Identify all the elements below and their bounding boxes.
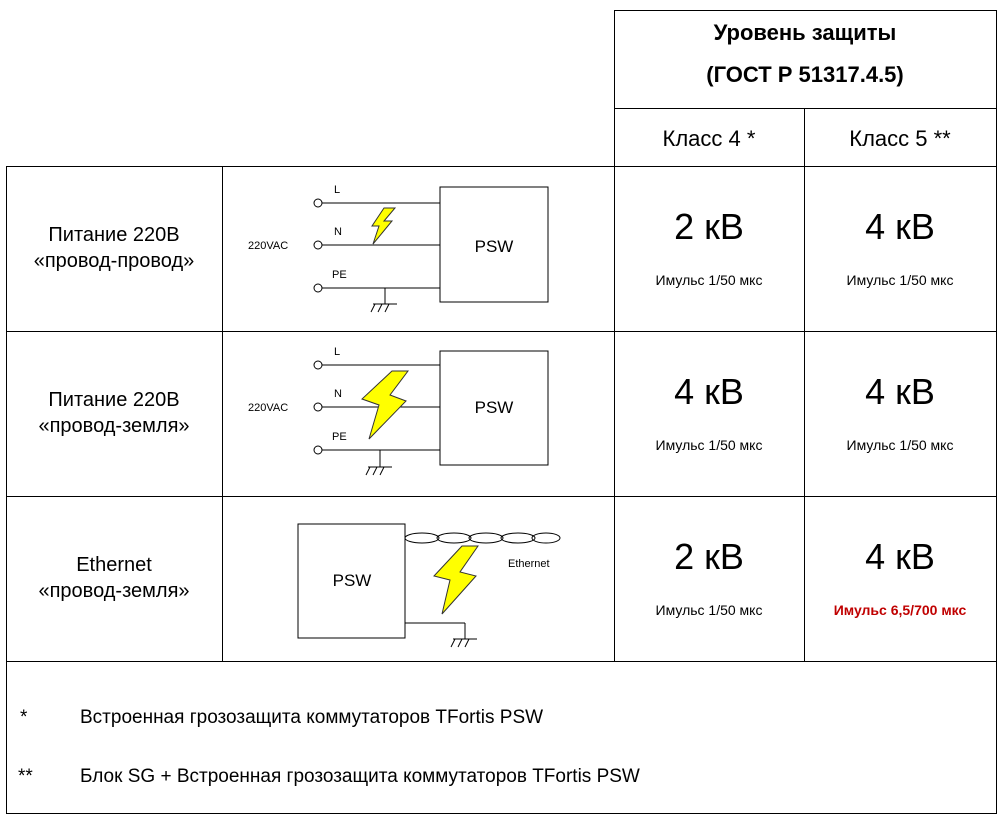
wire-n-label: N (334, 226, 342, 238)
class4-header: Класс 4 * (662, 126, 756, 151)
voltage-label: 220VAC (248, 240, 289, 252)
footnote-text: Блок SG + Встроенная грозозащита коммутаторов TFortis PSW (80, 766, 640, 787)
psw-device-label: PSW (474, 237, 514, 256)
wire-pe-label: PE (332, 431, 347, 443)
class5-pulse: Имульс 1/50 мкс (846, 272, 954, 288)
row-label-line2: «провод-земля» (38, 415, 190, 437)
wire-pe-label: PE (332, 269, 347, 281)
wire-l-label: L (334, 184, 341, 196)
header-title-line1: Уровень защиты (713, 20, 897, 45)
class4-kv-value: 2 кВ (674, 536, 744, 577)
class5-kv-value: 4 кВ (865, 371, 935, 412)
row-label-line1: Питание 220В (48, 389, 180, 411)
class5-pulse-highlight: Имульс 6,5/700 мкс (833, 602, 967, 618)
class4-kv-value: 2 кВ (674, 206, 744, 247)
class4-pulse: Имульс 1/50 мкс (655, 602, 763, 618)
footnote-mark: * (20, 707, 28, 728)
header-title-line2: (ГОСТ Р 51317.4.5) (706, 62, 904, 87)
footnote-mark: ** (18, 766, 33, 787)
row-label-line2: «провод-провод» (33, 250, 195, 272)
power-line-ground-diagram (222, 331, 614, 496)
lightning-icon (362, 371, 408, 439)
ethernet-ground-diagram (222, 496, 614, 661)
class5-kv-value: 4 кВ (865, 536, 935, 577)
wire-l-label: L (334, 346, 341, 358)
psw-device-label: PSW (332, 571, 372, 590)
class5-header: Класс 5 ** (849, 126, 951, 151)
ethernet-cable-label: Ethernet (508, 558, 550, 570)
class4-kv-value: 4 кВ (674, 371, 744, 412)
footnote-text: Встроенная грозозащита коммутаторов TFortis PSW (80, 707, 544, 728)
class5-pulse: Имульс 1/50 мкс (846, 437, 954, 453)
row-label-line1: Питание 220В (48, 224, 180, 246)
row-label-line2: «провод-земля» (38, 580, 190, 602)
wire-n-label: N (334, 388, 342, 400)
class5-kv-value: 4 кВ (865, 206, 935, 247)
psw-device-label: PSW (474, 398, 514, 417)
power-line-line-diagram (222, 166, 614, 331)
lightning-icon (434, 546, 478, 614)
class4-pulse: Имульс 1/50 мкс (655, 437, 763, 453)
lightning-icon (372, 208, 395, 244)
row-label-line1: Ethernet (76, 554, 152, 576)
voltage-label: 220VAC (248, 402, 289, 414)
class4-pulse: Имульс 1/50 мкс (655, 272, 763, 288)
